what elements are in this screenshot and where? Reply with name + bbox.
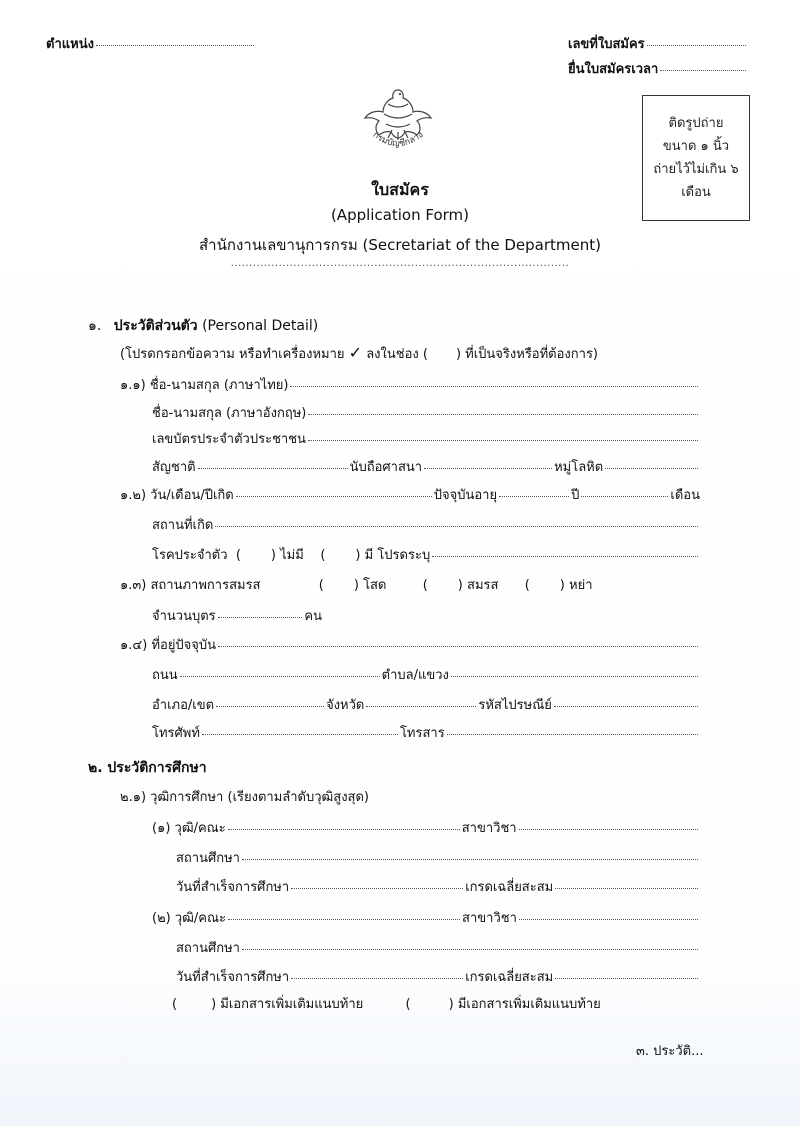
edu1-major-label: สาขาวิชา bbox=[461, 821, 517, 836]
nationality-input[interactable] bbox=[198, 468, 348, 469]
edu1-degree-input[interactable] bbox=[228, 829, 460, 830]
district-label: อำเภอ/เขต bbox=[152, 698, 215, 713]
photo-box-line-3: ถ่ายไว้ไม่เกิน ๖ bbox=[653, 162, 739, 177]
marital-status-row bbox=[120, 574, 593, 595]
attachment-checkbox-2[interactable]: ( ) bbox=[405, 997, 454, 1012]
attachment-checkbox-1[interactable]: ( ) bbox=[172, 997, 217, 1012]
disease-label: โรคประจำตัว bbox=[152, 548, 228, 563]
form-title-thai: ใบสมัคร bbox=[371, 180, 429, 199]
photo-box-line-4: เดือน bbox=[681, 185, 711, 200]
title-dotted-line[interactable]: ............................................................................................ bbox=[230, 258, 570, 269]
department-title: สำนักงานเลขานุการกรม (Secretariat of the Department) bbox=[199, 236, 601, 254]
disease-has-label: มี โปรดระบุ bbox=[364, 548, 431, 563]
disease-row bbox=[152, 544, 700, 565]
photo-box-line-2: ขนาด ๑ นิ้ว bbox=[662, 139, 730, 154]
photo-box-line-1: ติดรูปถ่าย bbox=[668, 116, 724, 131]
blood-type-input[interactable] bbox=[605, 468, 698, 469]
s12-number: ๑.๒) bbox=[120, 488, 147, 503]
name-thai-label: ชื่อ-นามสกุล (ภาษาไทย) bbox=[149, 378, 289, 393]
garuda-emblem-icon bbox=[348, 84, 448, 154]
edu1-number: (๑) bbox=[152, 821, 171, 836]
province-label: จังหวัด bbox=[326, 698, 365, 713]
district-input[interactable] bbox=[216, 706, 324, 707]
application-number-field[interactable] bbox=[568, 33, 748, 54]
edu2-institution-input[interactable] bbox=[242, 949, 698, 950]
position-field[interactable] bbox=[46, 33, 256, 54]
position-input[interactable] bbox=[96, 45, 254, 46]
edu1-major-input[interactable] bbox=[519, 829, 698, 830]
section1-number: ๑. bbox=[88, 318, 102, 334]
edu2-graduation-row bbox=[176, 966, 700, 987]
divorced-checkbox[interactable]: ( ) bbox=[524, 578, 565, 593]
edu1-graduation-row bbox=[176, 876, 700, 897]
application-number-input[interactable] bbox=[647, 45, 746, 46]
disease-details-input[interactable] bbox=[432, 556, 698, 557]
s13-number: ๑.๓) bbox=[120, 578, 147, 593]
attachments-row bbox=[172, 993, 601, 1014]
married-checkbox[interactable]: ( ) bbox=[422, 578, 463, 593]
s21-number: ๒.๑) bbox=[120, 790, 147, 805]
birth-place-input[interactable] bbox=[215, 526, 698, 527]
phone-row bbox=[152, 722, 700, 743]
section1-instruction bbox=[120, 343, 598, 364]
submission-time-label: ยื่นใบสมัครเวลา bbox=[568, 62, 659, 77]
disease-none-checkbox[interactable]: ( ) bbox=[235, 548, 276, 563]
education-subheading bbox=[120, 786, 369, 807]
disease-none-label: ไม่มี bbox=[280, 548, 304, 563]
edu1-gpa-input[interactable] bbox=[555, 888, 698, 889]
attachment-label-2: มีเอกสารเพิ่มเติมแนบท้าย bbox=[457, 997, 601, 1012]
religion-label: นับถือศาสนา bbox=[349, 460, 423, 475]
position-label: ตำแหน่ง bbox=[46, 37, 94, 52]
edu1-grad-date-label: วันที่สำเร็จการศึกษา bbox=[176, 880, 290, 895]
age-years-input[interactable] bbox=[499, 496, 569, 497]
s21-label: วุฒิการศึกษา (เรียงตามลำดับวุฒิสูงสุด) bbox=[150, 790, 370, 805]
submission-time-input[interactable] bbox=[660, 70, 746, 71]
edu2-degree-label: วุฒิ/คณะ bbox=[174, 911, 227, 926]
s14-number: ๑.๔) bbox=[120, 638, 148, 653]
section1-title-en: (Personal Detail) bbox=[202, 318, 319, 334]
province-input[interactable] bbox=[366, 706, 476, 707]
attachment-label-1: มีเอกสารเพิ่มเติมแนบท้าย bbox=[220, 997, 364, 1012]
edu1-grad-date-input[interactable] bbox=[291, 888, 463, 889]
months-label: เดือน bbox=[670, 488, 700, 503]
instruction-text-3: ) ที่เป็นจริงหรือที่ต้องการ) bbox=[455, 347, 599, 362]
section2-title: ประวัติการศึกษา bbox=[107, 760, 207, 776]
edu2-grad-date-label: วันที่สำเร็จการศึกษา bbox=[176, 970, 290, 985]
name-english-input[interactable] bbox=[308, 414, 698, 415]
years-label: ปี bbox=[571, 488, 580, 503]
subdistrict-input[interactable] bbox=[451, 676, 698, 677]
married-label: สมรส bbox=[467, 578, 499, 593]
postal-code-input[interactable] bbox=[554, 706, 698, 707]
address-label: ที่อยู่ปัจจุบัน bbox=[151, 638, 217, 653]
birth-place-field[interactable] bbox=[152, 514, 700, 535]
road-label: ถนน bbox=[152, 668, 178, 683]
edu2-major-label: สาขาวิชา bbox=[462, 911, 517, 926]
edu1-institution-input[interactable] bbox=[242, 859, 698, 860]
submission-time-field[interactable] bbox=[568, 58, 748, 79]
id-card-input[interactable] bbox=[308, 440, 698, 441]
birth-date-input[interactable] bbox=[236, 496, 432, 497]
disease-has-checkbox[interactable]: ( ) bbox=[320, 548, 361, 563]
birth-date-row bbox=[120, 484, 700, 505]
edu2-degree-row bbox=[152, 907, 700, 928]
edu2-degree-input[interactable] bbox=[228, 919, 460, 920]
s11-number: ๑.๑) bbox=[120, 378, 146, 393]
single-label: โสด bbox=[363, 578, 387, 593]
edu1-institution-field[interactable] bbox=[176, 847, 700, 868]
nationality-label: สัญชาติ bbox=[152, 460, 196, 475]
children-unit: คน bbox=[304, 609, 322, 624]
id-card-label: เลขบัตรประจำตัวประชาชน bbox=[152, 432, 306, 447]
name-english-field[interactable] bbox=[152, 402, 700, 423]
edu2-institution-label: สถานศึกษา bbox=[176, 941, 240, 956]
edu2-major-input[interactable] bbox=[519, 919, 698, 920]
id-card-field[interactable] bbox=[152, 428, 700, 449]
birth-place-label: สถานที่เกิด bbox=[152, 518, 214, 533]
section2-heading bbox=[88, 757, 207, 779]
page-continuation: ๓. ประวัติ... bbox=[636, 1044, 704, 1059]
district-row bbox=[152, 694, 700, 715]
children-input[interactable] bbox=[218, 617, 303, 618]
name-english-label: ชื่อ-นามสกุล (ภาษาอังกฤษ) bbox=[152, 406, 307, 421]
svg-text:กรมบัญชีกลาง: กรมบัญชีกลาง bbox=[370, 130, 426, 150]
name-thai-input[interactable] bbox=[290, 386, 698, 387]
subdistrict-label: ตำบล/แขวง bbox=[381, 668, 449, 683]
section1-heading bbox=[88, 315, 318, 337]
edu1-degree-label: วุฒิ/คณะ bbox=[174, 821, 226, 836]
children-label: จำนวนบุตร bbox=[152, 609, 216, 624]
children-field[interactable] bbox=[152, 605, 322, 626]
age-months-input[interactable] bbox=[581, 496, 668, 497]
age-label: ปัจจุบันอายุ bbox=[433, 488, 498, 503]
section1-title: ประวัติส่วนตัว bbox=[113, 318, 198, 334]
address-field[interactable] bbox=[120, 634, 700, 655]
phone-input[interactable] bbox=[202, 734, 398, 735]
blood-type-label: หมู่โลหิต bbox=[554, 460, 604, 475]
edu2-grad-date-input[interactable] bbox=[291, 978, 463, 979]
edu1-degree-row bbox=[152, 817, 700, 838]
instruction-text-1: (โปรดกรอกข้อความ หรือทำเครื่องหมาย bbox=[120, 347, 345, 362]
edu2-gpa-input[interactable] bbox=[555, 978, 698, 979]
phone-label: โทรศัพท์ bbox=[152, 726, 200, 741]
edu2-number: (๒) bbox=[152, 911, 171, 926]
address-input[interactable] bbox=[218, 646, 698, 647]
marital-status-label: สถานภาพการสมรส bbox=[150, 578, 261, 593]
form-title-english: (Application Form) bbox=[330, 206, 470, 224]
section2-number: ๒. bbox=[88, 760, 103, 776]
religion-input[interactable] bbox=[424, 468, 552, 469]
fax-input[interactable] bbox=[447, 734, 698, 735]
edu2-institution-field[interactable] bbox=[176, 937, 700, 958]
edu1-institution-label: สถานศึกษา bbox=[176, 851, 240, 866]
instruction-text-2: ลงในช่อง ( bbox=[366, 347, 428, 362]
fax-label: โทรสาร bbox=[399, 726, 445, 741]
road-input[interactable] bbox=[180, 676, 380, 677]
nationality-row bbox=[152, 456, 700, 477]
single-checkbox[interactable]: ( ) bbox=[318, 578, 359, 593]
edu2-gpa-label: เกรดเฉลี่ยสะสม bbox=[465, 970, 554, 985]
birth-date-label: วัน/เดือน/ปีเกิด bbox=[150, 488, 234, 503]
checkmark-icon: ✓ bbox=[348, 343, 363, 362]
name-thai-field[interactable] bbox=[120, 374, 700, 395]
road-row bbox=[152, 664, 700, 685]
edu1-gpa-label: เกรดเฉลี่ยสะสม bbox=[465, 880, 554, 895]
postal-code-label: รหัสไปรษณีย์ bbox=[478, 698, 552, 713]
divorced-label: หย่า bbox=[569, 578, 593, 593]
application-number-label: เลขที่ใบสมัคร bbox=[568, 37, 645, 52]
